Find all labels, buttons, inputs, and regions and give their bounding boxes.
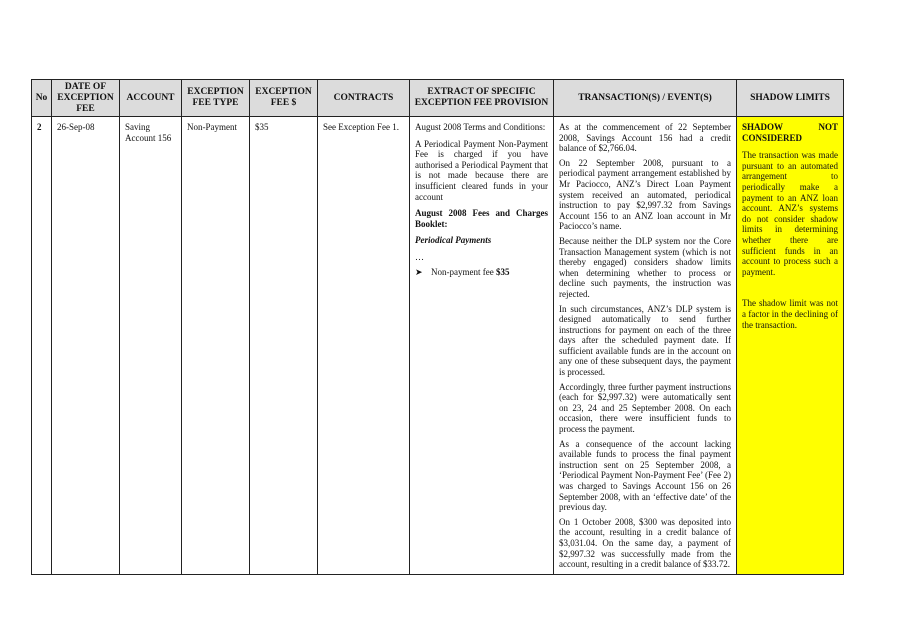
header-account: ACCOUNT	[120, 80, 182, 117]
table-row	[32, 117, 844, 575]
transaction-paragraph: On 1 October 2008, $300 was deposited into the account, resulting in a credit balance of $3,031.04. On the same day, a payment of $2,997.32 was successfully made from the account, resulting in a credit balance of $33.72.	[559, 516, 731, 570]
extract-section-heading: Periodical Payments	[415, 235, 492, 246]
header-fee-type: EXCEPTION FEE TYPE	[182, 80, 250, 117]
cell-contracts: See Exception Fee 1.	[318, 117, 410, 575]
shadow-title: SHADOW NOT CONSIDERED	[742, 122, 838, 143]
extract-paragraph: A Periodical Payment Non-Payment Fee is charged if you have authorised a Periodical Payment that is not made because there are insufficient cleared funds in your account	[415, 138, 548, 202]
transaction-paragraph: Accordingly, three further payment instructions (each for $2,997.32) were automatically sent on 23, 24 and 25 September 2008. On each occasion, there were insufficient funds to process the payment.	[559, 381, 731, 435]
cell-account: Saving Account 156	[120, 117, 182, 575]
shadow-paragraph: The shadow limit was not a factor in the declining of the transaction.	[742, 298, 838, 330]
transaction-paragraph: As at the commencement of 22 September 2008, Savings Account 156 had a credit balance of $2,766.04.	[559, 122, 731, 154]
cell-fee-type: Non-Payment	[182, 117, 250, 575]
cell-transactions	[554, 117, 737, 575]
cell-shadow-limits	[737, 117, 844, 575]
extract-intro: August 2008 Terms and Conditions:	[415, 122, 546, 132]
header-fee-amount: EXCEPTION FEE $	[250, 80, 318, 117]
header-contracts: CONTRACTS	[318, 80, 410, 117]
header-no: No	[32, 80, 52, 117]
shadow-paragraph: The transaction was made pursuant to an automated arrangement to periodically make a payment to an ANZ loan account. ANZ’s systems do not consider shadow limits in determining whether there are sufficient funds in an account to process such a payment.	[742, 150, 838, 277]
transaction-paragraph: In such circumstances, ANZ’s DLP system is designed automatically to send further instructions for payment on each of the three days after the scheduled payment date. If sufficient available funds are in the account on any one of these subsequent days, the payment is processed.	[559, 303, 731, 378]
cell-fee-amount: $35	[250, 117, 318, 575]
extract-ellipsis: …	[415, 251, 424, 262]
cell-date: 26-Sep-08	[52, 117, 120, 575]
cell-no: 2	[32, 117, 52, 575]
exception-fee-table	[31, 79, 844, 575]
transaction-paragraph: On 22 September 2008, pursuant to a periodical payment arrangement established by Mr Paciocco, ANZ’s Direct Loan Payment system received an automated, periodical instruction to pay $2,997.32 from Savings Account 156 to an ANZ loan account in Mr Paciocco’s name.	[559, 157, 731, 232]
cell-extract	[410, 117, 554, 575]
bullet-amount: $35	[495, 266, 510, 277]
header-row	[32, 80, 844, 117]
bullet-label: Non-payment fee	[431, 266, 494, 277]
arrow-bullet-icon: ➤	[415, 266, 423, 277]
extract-booklet-heading: August 2008 Fees and Charges Booklet:	[415, 208, 548, 229]
header-extract: EXTRACT OF SPECIFIC EXCEPTION FEE PROVISION	[410, 80, 554, 117]
header-shadow-limits: SHADOW LIMITS	[737, 80, 844, 117]
header-transactions: TRANSACTION(S) / EVENT(S)	[554, 80, 737, 117]
header-date: DATE OF EXCEPTION FEE	[52, 80, 120, 117]
transaction-paragraph: As a consequence of the account lacking available funds to process the final payment instruction sent on 25 September 2008, a ‘Periodical Payment Non-Payment Fee’ (Fee 2) was charged to Savings Account 156 on 26 September 2008, with an ‘effective date’ of the previous day.	[559, 438, 731, 513]
extract-bullet-item	[415, 267, 548, 278]
transaction-paragraph: Because neither the DLP system nor the Core Transaction Management system (which is not thereby engaged) considers shadow limits when determining whether to process or decline such payments, the instruction was rejected.	[559, 235, 731, 299]
